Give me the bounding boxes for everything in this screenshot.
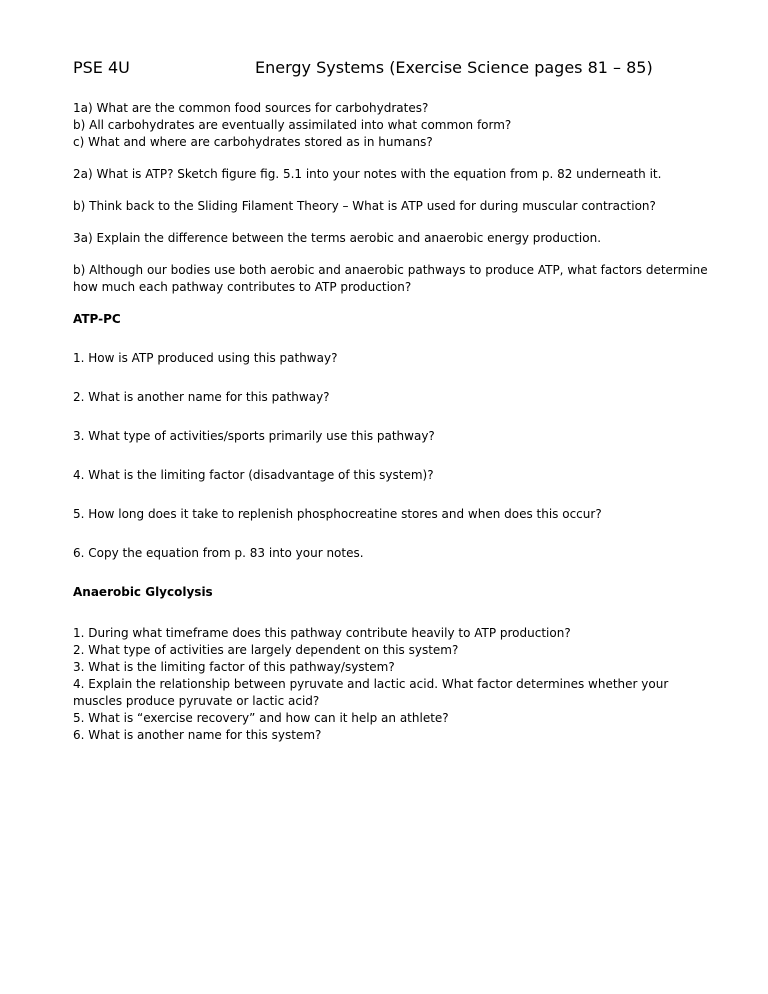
question-1a: 1a) What are the common food sources for carbohydrates?: [73, 101, 429, 115]
document-header: [73, 58, 713, 82]
question-2a: 2a) What is ATP? Sketch figure fig. 5.1 into your notes with the equation from p. 82 underneath it.: [73, 167, 662, 181]
question-3a: 3a) Explain the difference between the terms aerobic and anaerobic energy production.: [73, 231, 602, 245]
anaerobic-question-1: 1. During what timeframe does this pathway contribute heavily to ATP production?: [73, 626, 571, 640]
question-2b: b) Think back to the Sliding Filament Theory – What is ATP used for during muscular contraction?: [73, 199, 656, 213]
anaerobic-question-4: 4. Explain the relationship between pyruvate and lactic acid. What factor determines whether your muscles produce pyruvate or lactic acid?: [73, 677, 669, 708]
course-code: PSE 4U: [73, 58, 130, 77]
anaerobic-question-2: 2. What type of activities are largely dependent on this system?: [73, 643, 459, 657]
atp-pc-question-1: 1. How is ATP produced using this pathway?: [73, 351, 338, 365]
atp-pc-section: [73, 311, 713, 562]
question-2-group: [73, 166, 713, 215]
anaerobic-question-3: 3. What is the limiting factor of this pathway/system?: [73, 660, 395, 674]
question-3b: b) Although our bodies use both aerobic and anaerobic pathways to produce ATP, what factors determine how much each pathway contributes to ATP production?: [73, 263, 708, 294]
question-1-group: [73, 100, 713, 151]
atp-pc-question-4: 4. What is the limiting factor (disadvantage of this system)?: [73, 468, 434, 482]
atp-pc-heading: ATP-PC: [73, 312, 121, 326]
atp-pc-question-6: 6. Copy the equation from p. 83 into your notes.: [73, 546, 364, 560]
anaerobic-question-list: [73, 625, 713, 744]
worksheet-content: [73, 100, 713, 744]
anaerobic-glycolysis-heading: Anaerobic Glycolysis: [73, 585, 213, 599]
anaerobic-question-6: 6. What is another name for this system?: [73, 728, 322, 742]
question-1b: b) All carbohydrates are eventually assimilated into what common form?: [73, 118, 512, 132]
atp-pc-question-5: 5. How long does it take to replenish phosphocreatine stores and when does this occur?: [73, 507, 602, 521]
anaerobic-question-5: 5. What is “exercise recovery” and how can it help an athlete?: [73, 711, 449, 725]
atp-pc-question-2: 2. What is another name for this pathway?: [73, 390, 330, 404]
question-1c: c) What and where are carbohydrates stored as in humans?: [73, 135, 433, 149]
question-3-group: [73, 230, 713, 296]
document-title: Energy Systems (Exercise Science pages 81 – 85): [255, 58, 653, 77]
anaerobic-glycolysis-section: [73, 584, 713, 744]
atp-pc-question-3: 3. What type of activities/sports primarily use this pathway?: [73, 429, 435, 443]
